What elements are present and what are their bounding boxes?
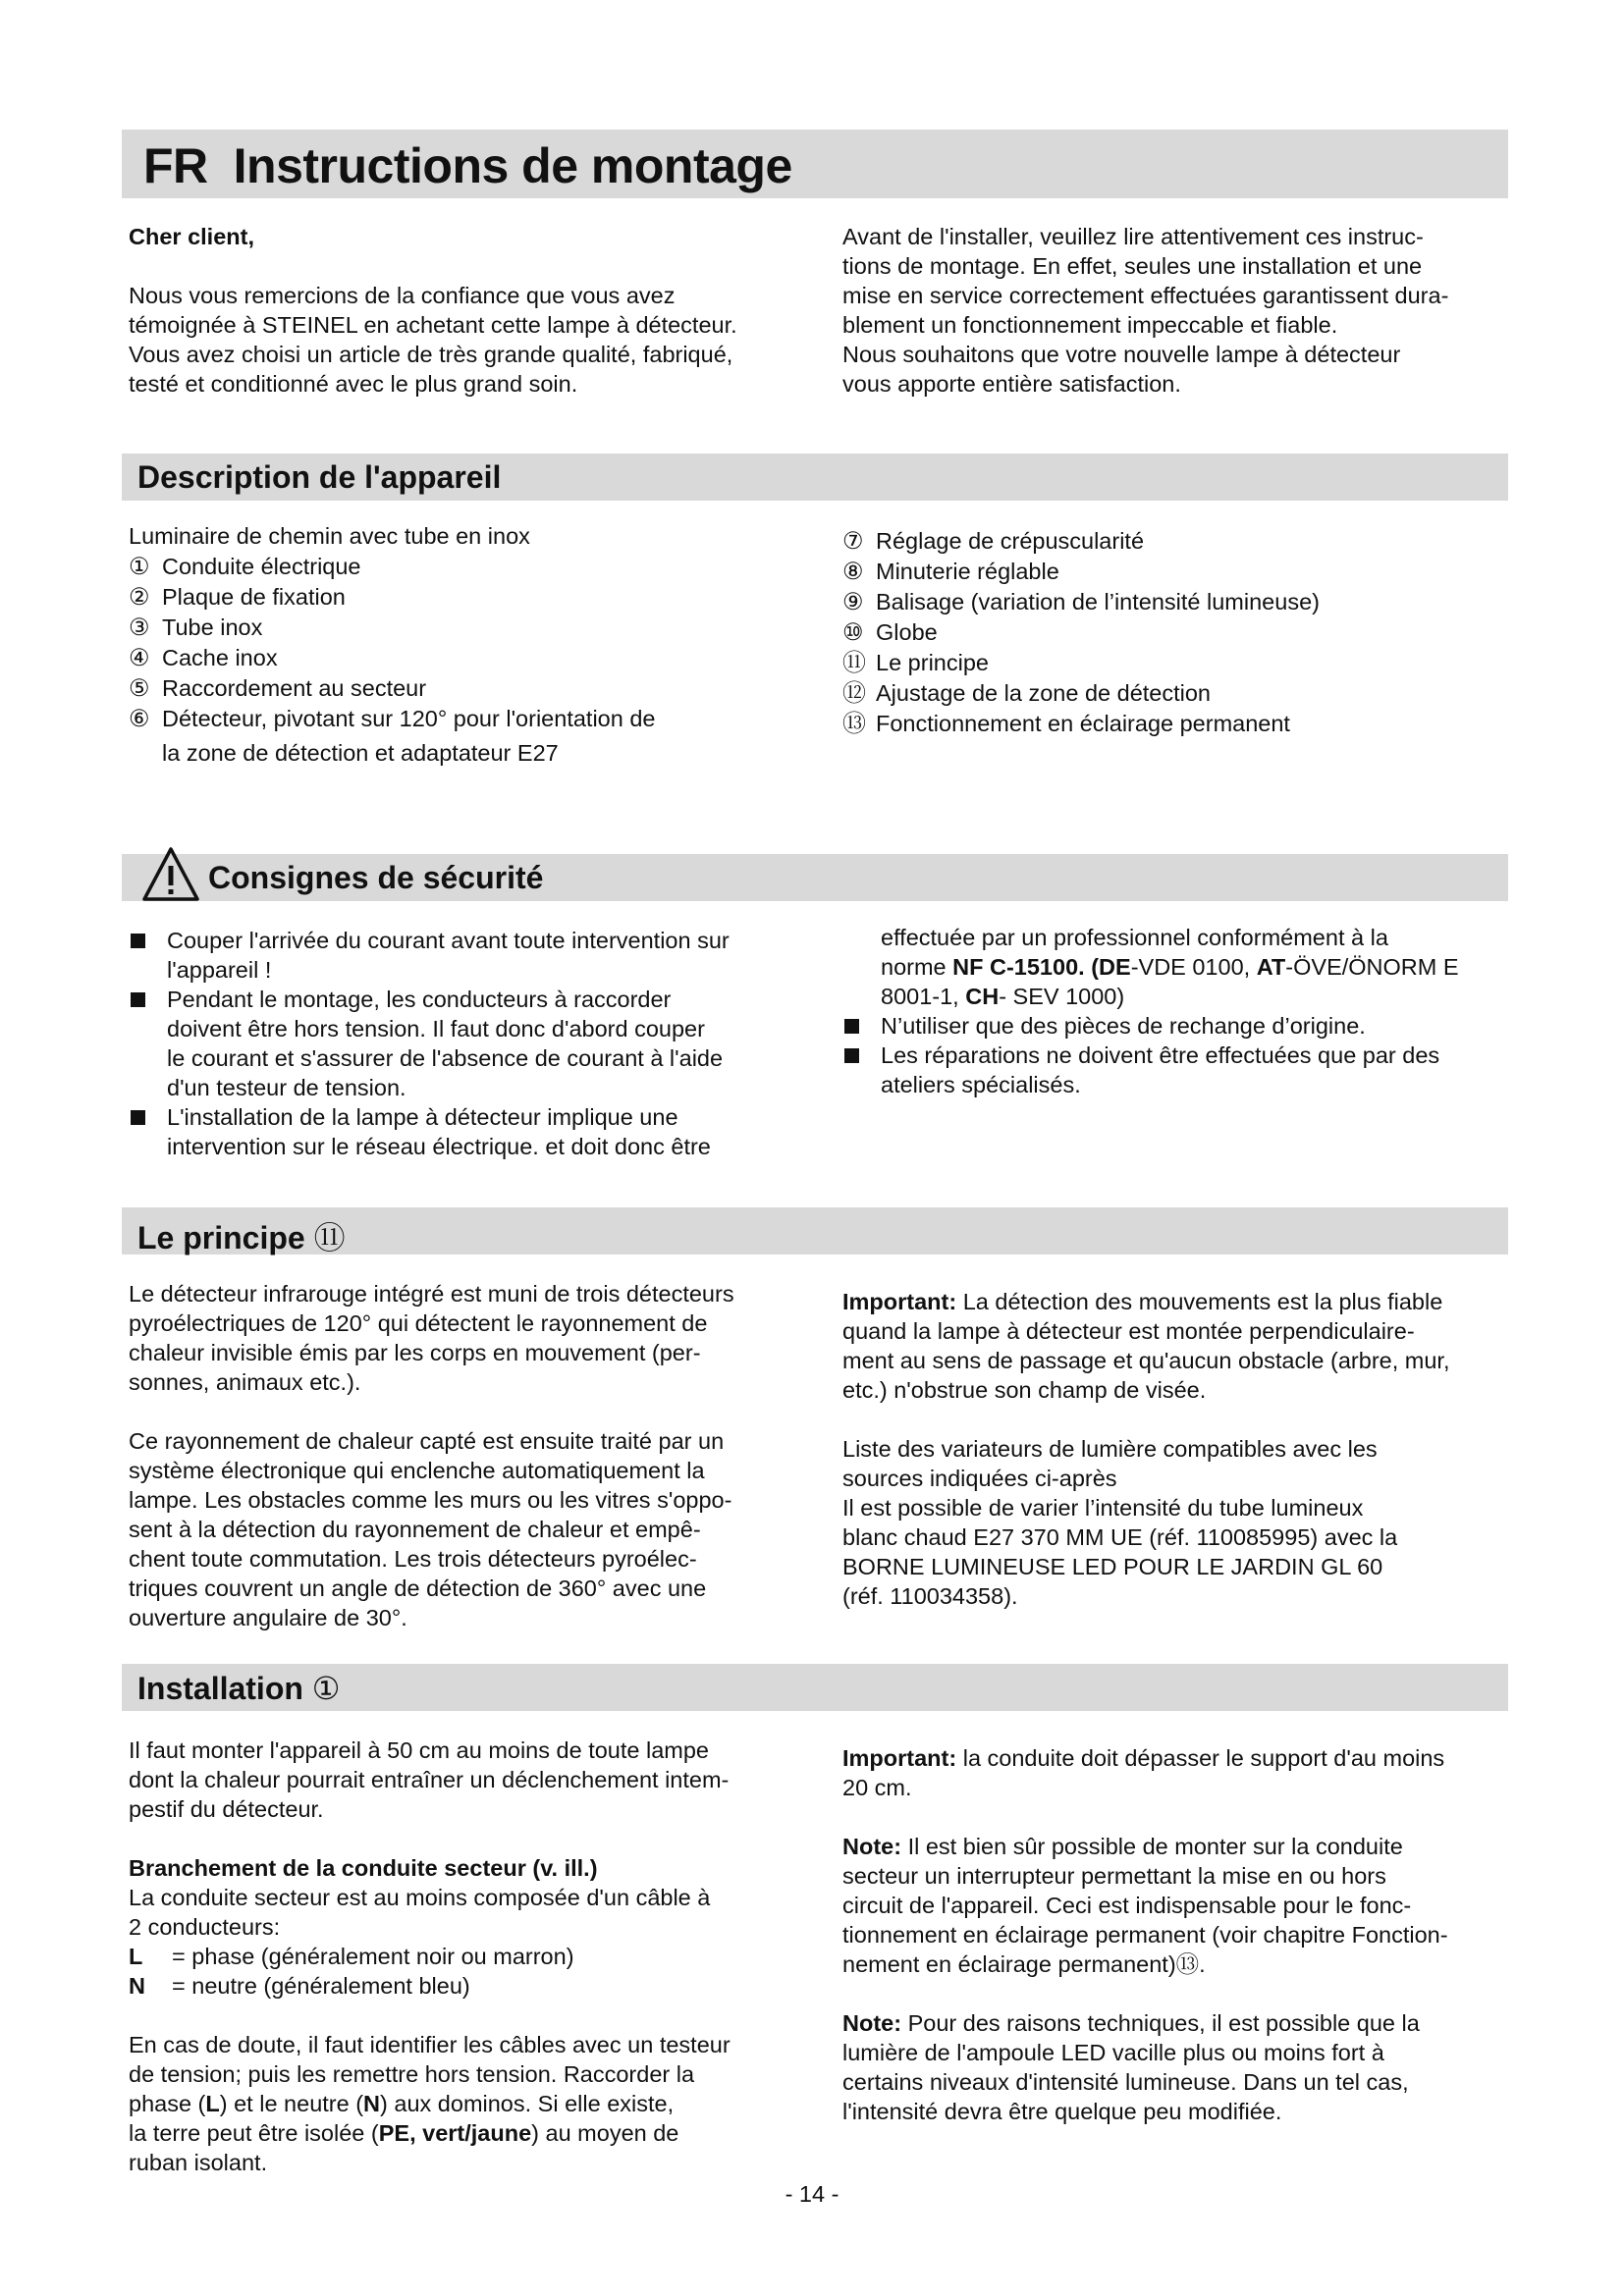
bullet-square-icon — [844, 1019, 859, 1034]
component-item — [129, 552, 796, 582]
intro-line: testé et conditionné avec le plus grand soin. — [129, 371, 578, 397]
paragraph-line: chaleur invisible émis par les corps en mouvement (per- — [129, 1340, 701, 1365]
paragraph-line: blanc chaud E27 370 MM UE (réf. 110085995) avec la — [842, 1524, 1398, 1550]
installation-right — [842, 1743, 1510, 2126]
norm-text: - SEV 1000) — [999, 984, 1125, 1009]
component-item — [129, 704, 796, 734]
bullet-item — [129, 985, 796, 1014]
circled-number: ③ — [129, 614, 150, 641]
norm-country-de: DE — [1099, 954, 1131, 980]
paragraph-line — [842, 1949, 1510, 1979]
component-item — [842, 557, 1510, 587]
wire-neutral — [129, 1971, 796, 2001]
paragraph-line: La conduite secteur est au moins composée d'un câble à — [129, 1885, 711, 1910]
installation-left — [129, 1735, 796, 2177]
component-item — [842, 526, 1510, 557]
bullet-text-continued: intervention sur le réseau électrique. et doit donc être — [167, 1134, 711, 1159]
bullet-square-icon — [131, 992, 145, 1007]
bullet-text: N’utiliser que des pièces de rechange d’origine. — [881, 1013, 1366, 1039]
norm-text: 8001-1, — [881, 984, 966, 1009]
note-label: Note: — [842, 1834, 902, 1859]
component-label: Le principe — [876, 650, 989, 675]
section-title: Description de l'appareil — [137, 459, 502, 495]
principle-left — [129, 1279, 796, 1632]
component-item — [129, 673, 796, 704]
principle-right — [842, 1287, 1510, 1611]
bullet-text-continued: doivent être hors tension. Il faut donc d'abord couper — [167, 1016, 705, 1041]
component-label: Plaque de fixation — [162, 584, 346, 610]
component-item — [842, 678, 1510, 709]
intro-line: vous apporte entière satisfaction. — [842, 371, 1181, 397]
circled-number: ⑪ — [313, 1220, 346, 1255]
circled-number: ① — [311, 1671, 341, 1706]
bullet-text-continued: le courant et s'assurer de l'absence de courant à l'aide — [167, 1045, 724, 1071]
paragraph-line: tionnement en éclairage permanent (voir chapitre Fonction- — [842, 1922, 1448, 1948]
section-title: Consignes de sécurité — [208, 860, 544, 895]
intro-line: Avant de l'installer, veuillez lire attentivement ces instruc- — [842, 224, 1424, 249]
norm-reference — [842, 952, 1510, 982]
component-label: Fonctionnement en éclairage permanent — [876, 711, 1290, 736]
paragraph-line: ment au sens de passage et qu'aucun obstacle (arbre, mur, — [842, 1348, 1450, 1373]
bullet-text-continued: effectuée par un professionnel conformément à la — [881, 925, 1388, 950]
page-title: Instructions de montage — [233, 138, 792, 193]
page-title-bar — [122, 130, 1508, 198]
paragraph-line: dont la chaleur pourrait entraîner un déclenchement intem- — [129, 1767, 730, 1792]
circled-number: ⑪ — [842, 650, 866, 676]
paragraph-line: pestif du détecteur. — [129, 1796, 324, 1822]
wire-label: N — [129, 1973, 145, 1999]
language-code: FR — [143, 138, 208, 193]
intro-line: Nous vous remercions de la confiance que vous avez — [129, 283, 676, 308]
bullet-text: Couper l'arrivée du courant avant toute intervention sur — [167, 928, 730, 953]
intro-line: témoignée à STEINEL en achetant cette lampe à détecteur. — [129, 312, 737, 338]
paragraph-line: Ce rayonnement de chaleur capté est ensuite traité par un — [129, 1428, 725, 1454]
bullet-text-continued: l'appareil ! — [167, 957, 272, 983]
paragraph-line: l'intensité devra être quelque peu modifiée. — [842, 2099, 1282, 2124]
circled-number: ⑫ — [842, 680, 866, 707]
paragraph-line: En cas de doute, il faut identifier les câbles avec un testeur — [129, 2032, 731, 2057]
component-item — [129, 643, 796, 673]
paragraph-line: chent toute commutation. Les trois détecteurs pyroélec- — [129, 1546, 697, 1572]
norm-text: norme — [881, 954, 953, 980]
section-title: Le principe — [137, 1220, 305, 1255]
paragraph-line: Liste des variateurs de lumière compatibles avec les — [842, 1436, 1378, 1462]
important-line — [842, 1743, 1510, 1773]
component-item — [129, 582, 796, 613]
note-text: Il est bien sûr possible de monter sur la conduite — [901, 1834, 1403, 1859]
inline-text: . — [1199, 1951, 1206, 1977]
description-left — [129, 521, 796, 769]
component-label-continued: la zone de détection et adaptateur E27 — [162, 740, 559, 766]
circled-number: ⑦ — [842, 528, 864, 555]
paragraph-line: BORNE LUMINEUSE LED POUR LE JARDIN GL 60 — [842, 1554, 1383, 1579]
bullet-item — [842, 1041, 1510, 1070]
component-item — [129, 613, 796, 643]
component-item — [842, 587, 1510, 617]
paragraph-line: circuit de l'appareil. Ceci est indispensable pour le fonc- — [842, 1893, 1412, 1918]
inline-text: nement en éclairage permanent) — [842, 1951, 1176, 1977]
norm-text: -ÖVE/ÖNORM E — [1285, 954, 1459, 980]
wire-phase — [129, 1942, 796, 1971]
safety-right — [842, 923, 1510, 1099]
description-right — [842, 526, 1510, 739]
circled-number: ① — [129, 554, 150, 580]
component-item — [842, 648, 1510, 678]
inline-bold: PE, vert/jaune — [378, 2120, 532, 2146]
bullet-item — [129, 926, 796, 955]
important-line — [842, 1287, 1510, 1316]
paragraph-line: sources indiquées ci-après — [842, 1466, 1117, 1491]
circled-number: ⑤ — [129, 675, 150, 702]
inline-bold: N — [363, 2091, 381, 2116]
paragraph-line: sent à la détection du rayonnement de chaleur et empê- — [129, 1517, 701, 1542]
component-label: Globe — [876, 619, 938, 645]
intro-line: tions de montage. En effet, seules une installation et une — [842, 253, 1423, 279]
note-text: Pour des raisons techniques, il est possible que la — [901, 2010, 1420, 2036]
bullet-text: L'installation de la lampe à détecteur implique une — [167, 1104, 678, 1130]
intro-line: mise en service correctement effectuées garantissent dura- — [842, 283, 1449, 308]
paragraph-line — [129, 2118, 796, 2148]
intro-line: blement un fonctionnement impeccable et fiable. — [842, 312, 1338, 338]
paragraph-line: 2 conducteurs: — [129, 1914, 281, 1940]
note-label: Note: — [842, 2010, 902, 2036]
section-header-installation — [122, 1664, 1508, 1711]
section-header-description — [122, 454, 1508, 501]
bullet-square-icon — [131, 934, 145, 948]
norm-country-ch: CH — [965, 984, 1000, 1009]
component-label: Balisage (variation de l’intensité lumineuse) — [876, 589, 1320, 614]
inline-text: la terre peut être isolée ( — [129, 2120, 379, 2146]
description-lead: Luminaire de chemin avec tube en inox — [129, 523, 530, 549]
intro-left — [129, 222, 796, 399]
wire-description: = neutre (généralement bleu) — [172, 1973, 470, 1999]
component-label: Détecteur, pivotant sur 120° pour l'orientation de — [162, 706, 656, 731]
bullet-item — [842, 1011, 1510, 1041]
circled-number: ⑬ — [842, 711, 866, 737]
circled-number: ⑥ — [129, 706, 150, 732]
paragraph-line: Il est possible de varier l’intensité du tube lumineux — [842, 1495, 1364, 1521]
paragraph-line: (réf. 110034358). — [842, 1583, 1018, 1609]
inline-text: phase ( — [129, 2091, 206, 2116]
paragraph-line: lumière de l'ampoule LED vacille plus ou moins fort à — [842, 2040, 1384, 2065]
circled-number: ⑬ — [1175, 1951, 1200, 1977]
section-header-safety — [122, 854, 1508, 901]
paragraph-line: triques couvrent un angle de détection de 360° avec une — [129, 1575, 707, 1601]
wire-description: = phase (généralement noir ou marron) — [172, 1944, 574, 1969]
circled-number: ⑨ — [842, 589, 864, 615]
bullet-text-continued: ateliers spécialisés. — [881, 1072, 1081, 1097]
safety-left — [129, 926, 796, 1161]
component-label: Conduite électrique — [162, 554, 361, 579]
inline-text: ) et le neutre ( — [219, 2091, 364, 2116]
inline-text: ) aux dominos. Si elle existe, — [380, 2091, 675, 2116]
paragraph-line — [129, 2089, 796, 2118]
component-label: Tube inox — [162, 614, 263, 640]
circled-number: ④ — [129, 645, 150, 671]
paragraph-line: sonnes, animaux etc.). — [129, 1369, 361, 1395]
circled-number: ② — [129, 584, 150, 611]
component-item — [842, 709, 1510, 739]
paragraph-line: pyroélectriques de 120° qui détectent le rayonnement de — [129, 1310, 708, 1336]
bullet-text: Les réparations ne doivent être effectuées que par des — [881, 1042, 1440, 1068]
norm-text: -VDE 0100, — [1130, 954, 1257, 980]
section-header-principle — [122, 1207, 1508, 1255]
norm-country-at: AT — [1256, 954, 1286, 980]
inline-text: ) au moyen de — [531, 2120, 679, 2146]
intro-line: Nous souhaitons que votre nouvelle lampe à détecteur — [842, 342, 1401, 367]
component-label: Cache inox — [162, 645, 278, 670]
note-line — [842, 2008, 1510, 2038]
circled-number: ⑩ — [842, 619, 864, 646]
note-line — [842, 1832, 1510, 1861]
component-item — [842, 617, 1510, 648]
component-label: Minuterie réglable — [876, 559, 1059, 584]
paragraph-line: quand la lampe à détecteur est montée perpendiculaire- — [842, 1318, 1415, 1344]
paragraph-line: secteur un interrupteur permettant la mise en ou hors — [842, 1863, 1386, 1889]
intro-line: Vous avez choisi un article de très grande qualité, fabriqué, — [129, 342, 733, 367]
bullet-square-icon — [131, 1110, 145, 1125]
norm-reference — [842, 982, 1510, 1011]
paragraph-line: certains niveaux d'intensité lumineuse. Dans un tel cas, — [842, 2069, 1409, 2095]
component-label: Ajustage de la zone de détection — [876, 680, 1212, 706]
component-label: Raccordement au secteur — [162, 675, 427, 701]
bullet-text-continued: d'un testeur de tension. — [167, 1075, 406, 1100]
warning-triangle-icon — [141, 846, 200, 911]
paragraph-line: Le détecteur infrarouge intégré est muni de trois détecteurs — [129, 1281, 734, 1307]
intro-right — [842, 222, 1510, 399]
bullet-item — [129, 1102, 796, 1132]
page-number: - 14 - — [785, 2181, 839, 2207]
bullet-square-icon — [844, 1048, 859, 1063]
important-text: la conduite doit dépasser le support d'au moins — [956, 1745, 1445, 1771]
inline-bold: L — [205, 2091, 220, 2116]
section-title: Installation — [137, 1671, 303, 1706]
paragraph-line: système électronique qui enclenche automatiquement la — [129, 1458, 705, 1483]
subsection-title: Branchement de la conduite secteur (v. ill.) — [129, 1855, 598, 1881]
paragraph-line: ruban isolant. — [129, 2150, 268, 2175]
wire-label: L — [129, 1944, 143, 1969]
greeting: Cher client, — [129, 224, 254, 249]
circled-number: ⑧ — [842, 559, 864, 585]
paragraph-line: lampe. Les obstacles comme les murs ou les vitres s'oppo- — [129, 1487, 732, 1513]
component-label: Réglage de crépuscularité — [876, 528, 1145, 554]
important-label: Important: — [842, 1289, 957, 1314]
important-label: Important: — [842, 1745, 957, 1771]
paragraph-line: ouverture angulaire de 30°. — [129, 1605, 407, 1630]
bullet-text: Pendant le montage, les conducteurs à raccorder — [167, 987, 672, 1012]
paragraph-line: etc.) n'obstrue son champ de visée. — [842, 1377, 1207, 1403]
paragraph-line: 20 cm. — [842, 1775, 912, 1800]
paragraph-line: de tension; puis les remettre hors tension. Raccorder la — [129, 2061, 695, 2087]
important-text: La détection des mouvements est la plus fiable — [956, 1289, 1443, 1314]
paragraph-line: Il faut monter l'appareil à 50 cm au moins de toute lampe — [129, 1737, 709, 1763]
norm-bold: NF C-15100. ( — [952, 954, 1100, 980]
